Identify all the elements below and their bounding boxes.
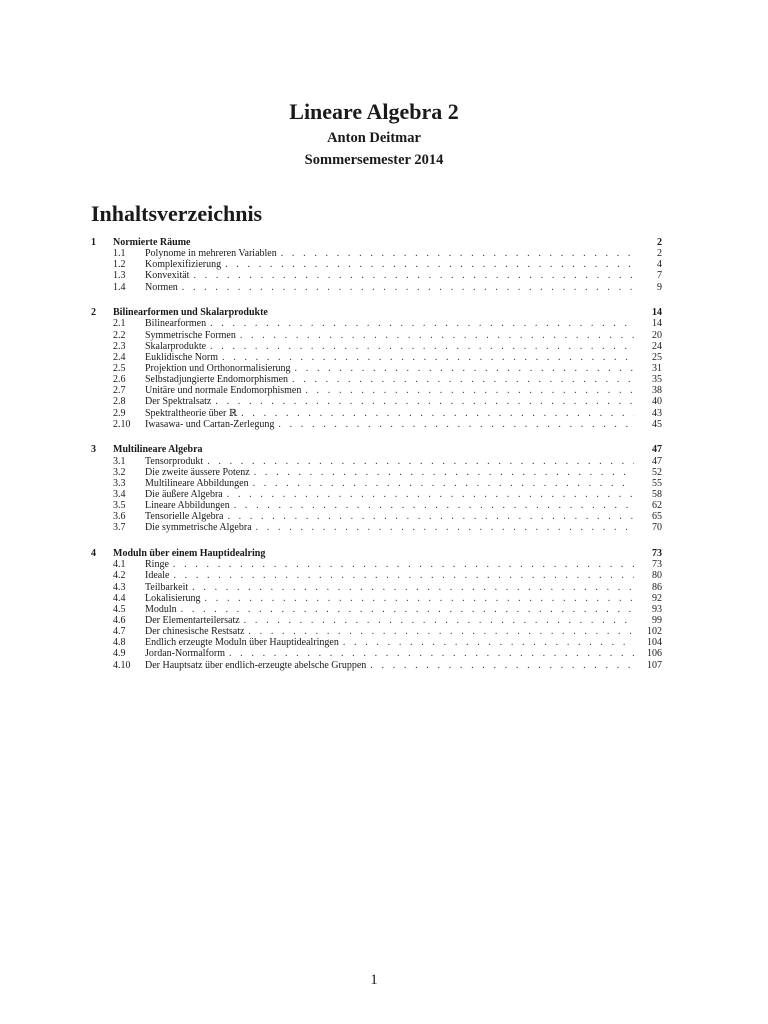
dot-leader <box>295 363 634 374</box>
dot-leader <box>343 637 634 648</box>
section-title: Der chinesische Restsatz <box>145 626 245 638</box>
section-title: Der Hauptsatz über endlich-erzeugte abelsche Gruppen <box>145 659 367 671</box>
dot-leader <box>229 648 634 659</box>
dot-leader <box>181 604 634 615</box>
toc-section-entry[interactable] <box>91 637 662 648</box>
toc-section-entry[interactable] <box>91 604 662 615</box>
dot-leader <box>256 522 634 533</box>
section-page: 73 <box>652 559 662 571</box>
section-number: 3.1 <box>113 455 126 467</box>
section-number: 4.6 <box>113 615 126 626</box>
toc-section-entry[interactable] <box>91 352 662 363</box>
toc-section-entry[interactable] <box>91 500 662 511</box>
section-page: 4 <box>657 259 662 271</box>
toc-chapter-entry[interactable] <box>91 444 662 455</box>
dot-leader <box>227 489 634 500</box>
section-number: 2.3 <box>113 340 126 352</box>
section-number: 3.4 <box>113 489 126 500</box>
section-title: Komplexifizierung <box>145 259 222 271</box>
section-number: 4.8 <box>113 637 126 649</box>
dot-leader <box>215 396 634 407</box>
section-number: 4.7 <box>113 626 126 638</box>
chapter-page: 14 <box>652 307 662 319</box>
section-page: 38 <box>652 385 662 397</box>
section-title: Ideale <box>145 570 170 582</box>
section-title: Symmetrische Formen <box>145 329 236 341</box>
dot-leader <box>222 352 634 363</box>
section-page: 62 <box>652 500 662 512</box>
dot-leader <box>253 478 634 489</box>
toc-section-entry[interactable] <box>91 282 662 293</box>
section-title: Endlich erzeugte Moduln über Hauptidealringen <box>145 637 339 649</box>
section-number: 2.9 <box>113 407 126 419</box>
dot-leader <box>281 248 634 259</box>
section-title: Iwasawa- und Cartan-Zerlegung <box>145 418 275 430</box>
section-page: 70 <box>652 522 662 534</box>
dot-leader <box>210 341 634 352</box>
toc-section-entry[interactable] <box>91 456 662 467</box>
section-number: 3.6 <box>113 511 126 523</box>
toc-chapter-entry[interactable] <box>91 307 662 318</box>
page-number: 1 <box>370 972 378 988</box>
section-page: 104 <box>647 637 662 649</box>
chapter-number: 1 <box>91 237 96 248</box>
chapter-number: 4 <box>91 548 96 560</box>
section-page: 93 <box>652 603 662 615</box>
section-page: 43 <box>652 407 662 419</box>
dot-leader <box>173 559 634 570</box>
dot-leader <box>254 467 634 478</box>
toc-chapter-entry[interactable] <box>91 237 662 248</box>
dot-leader <box>193 270 634 281</box>
section-title: Polynome in mehreren Variablen <box>145 248 277 260</box>
document-title: Lineare Algebra 2 <box>289 99 459 124</box>
chapter-page: 73 <box>652 548 662 560</box>
section-page: 20 <box>652 329 662 341</box>
section-page: 107 <box>647 659 662 671</box>
dot-leader <box>205 593 634 604</box>
section-page: 47 <box>652 455 662 467</box>
section-page: 52 <box>652 466 662 478</box>
dot-leader <box>305 385 634 396</box>
section-title: Moduln <box>145 603 177 615</box>
section-title: Projektion und Orthonormalisierung <box>145 363 291 374</box>
section-number: 3.3 <box>113 477 126 489</box>
section-title: Der Spektralsatz <box>145 396 212 408</box>
section-title: Die äußere Algebra <box>145 489 223 500</box>
section-title: Ringe <box>145 559 169 571</box>
section-number: 4.1 <box>113 559 126 571</box>
toc-section-entry[interactable] <box>91 408 662 419</box>
section-number: 2.6 <box>113 374 126 386</box>
dot-leader <box>278 419 634 430</box>
section-title: Tensorprodukt <box>145 455 204 467</box>
toc-section-entry[interactable] <box>91 385 662 396</box>
section-title: Skalarprodukte <box>145 340 207 352</box>
toc-section-entry[interactable] <box>91 615 662 626</box>
section-number: 4.3 <box>113 581 126 593</box>
dot-leader <box>227 511 634 522</box>
section-number: 1.4 <box>113 281 126 293</box>
section-number: 4.5 <box>113 603 126 615</box>
toc-section-entry[interactable] <box>91 341 662 352</box>
toc-section-entry[interactable] <box>91 511 662 522</box>
section-number: 2.10 <box>113 418 131 430</box>
section-page: 14 <box>652 318 662 330</box>
section-title: Selbstadjungierte Endomorphismen <box>145 374 289 386</box>
dot-leader <box>248 626 634 637</box>
section-page: 40 <box>652 396 662 408</box>
document-semester: Sommersemester 2014 <box>304 152 444 168</box>
section-title: Unitäre und normale Endomorphismen <box>145 385 302 397</box>
section-page: 7 <box>657 270 662 282</box>
table-of-contents <box>91 237 662 685</box>
section-page: 106 <box>647 648 662 660</box>
toc-section-entry[interactable] <box>91 363 662 374</box>
section-number: 4.9 <box>113 648 126 660</box>
dot-leader <box>192 582 634 593</box>
toc-section-entry[interactable] <box>91 318 662 329</box>
section-page: 86 <box>652 581 662 593</box>
section-number: 3.5 <box>113 500 126 512</box>
chapter-number: 3 <box>91 444 96 456</box>
section-number: 2.8 <box>113 396 126 408</box>
toc-section-entry[interactable] <box>91 582 662 593</box>
toc-chapter <box>91 237 662 293</box>
section-page: 31 <box>652 363 662 374</box>
toc-chapter <box>91 548 662 671</box>
section-title: Der Elementarteilersatz <box>145 615 240 626</box>
toc-section-entry[interactable] <box>91 626 662 637</box>
dot-leader <box>370 660 634 671</box>
document-author: Anton Deitmar <box>327 130 421 146</box>
section-number: 4.2 <box>113 570 126 582</box>
toc-section-entry[interactable] <box>91 330 662 341</box>
section-title: Die zweite äussere Potenz <box>145 466 250 478</box>
chapter-page: 2 <box>657 237 662 248</box>
dot-leader <box>207 456 634 467</box>
dot-leader <box>292 374 634 385</box>
toc-section-entry[interactable] <box>91 478 662 489</box>
section-number: 1.2 <box>113 259 126 271</box>
chapter-title: Bilinearformen und Skalarprodukte <box>113 307 268 319</box>
section-title: Bilinearformen <box>145 318 207 330</box>
toc-section-entry[interactable] <box>91 489 662 500</box>
section-title: Jordan-Normalform <box>145 648 225 660</box>
toc-heading: Inhaltsverzeichnis <box>91 201 263 226</box>
dot-leader <box>240 330 634 341</box>
section-page: 102 <box>647 626 662 638</box>
section-page: 58 <box>652 489 662 500</box>
section-title: Normen <box>145 281 178 293</box>
section-page: 35 <box>652 374 662 386</box>
toc-section-entry[interactable] <box>91 660 662 671</box>
section-title: Die symmetrische Algebra <box>145 522 252 534</box>
toc-section-entry[interactable] <box>91 419 662 430</box>
section-page: 2 <box>657 248 662 260</box>
section-title: Lineare Abbildungen <box>145 500 230 512</box>
chapter-title: Multilineare Algebra <box>113 444 203 456</box>
dot-leader <box>182 282 634 293</box>
chapter-title: Normierte Räume <box>113 237 191 248</box>
toc-section-entry[interactable] <box>91 559 662 570</box>
dot-leader <box>241 408 634 419</box>
toc-chapter-entry[interactable] <box>91 548 662 559</box>
section-number: 1.1 <box>113 248 126 260</box>
section-title: Spektraltheorie über ℝ <box>145 407 238 419</box>
toc-section-entry[interactable] <box>91 467 662 478</box>
section-title: Konvexität <box>145 270 190 282</box>
section-page: 45 <box>652 418 662 430</box>
chapter-title: Moduln über einem Hauptidealring <box>113 548 266 560</box>
section-number: 4.10 <box>113 659 131 671</box>
toc-section-entry[interactable] <box>91 570 662 581</box>
dot-leader <box>244 615 634 626</box>
toc-section-entry[interactable] <box>91 396 662 407</box>
section-number: 1.3 <box>113 270 126 282</box>
section-page: 80 <box>652 570 662 582</box>
section-page: 9 <box>657 281 662 293</box>
dot-leader <box>173 570 634 581</box>
dot-leader <box>234 500 634 511</box>
section-page: 55 <box>652 477 662 489</box>
toc-chapter <box>91 444 662 533</box>
toc-section-entry[interactable] <box>91 648 662 659</box>
section-number: 4.4 <box>113 592 126 604</box>
section-number: 3.2 <box>113 466 126 478</box>
section-title: Tensorielle Algebra <box>145 511 224 523</box>
toc-section-entry[interactable] <box>91 248 662 259</box>
toc-section-entry[interactable] <box>91 593 662 604</box>
dot-leader <box>225 259 634 270</box>
section-page: 65 <box>652 511 662 523</box>
toc-section-entry[interactable] <box>91 259 662 270</box>
section-number: 2.4 <box>113 351 126 363</box>
toc-section-entry[interactable] <box>91 522 662 533</box>
section-number: 2.2 <box>113 329 126 341</box>
dot-leader <box>210 318 634 329</box>
section-number: 2.7 <box>113 385 126 397</box>
chapter-page: 47 <box>652 444 662 456</box>
toc-chapter <box>91 307 662 430</box>
section-page: 92 <box>652 592 662 604</box>
section-number: 2.5 <box>113 363 126 374</box>
section-number: 2.1 <box>113 318 126 330</box>
section-number: 3.7 <box>113 522 126 534</box>
section-title: Lokalisierung <box>145 592 201 604</box>
section-page: 24 <box>652 340 662 352</box>
chapter-number: 2 <box>91 307 96 319</box>
section-page: 25 <box>652 351 662 363</box>
section-title: Multilineare Abbildungen <box>145 477 249 489</box>
toc-section-entry[interactable] <box>91 374 662 385</box>
section-page: 99 <box>652 615 662 626</box>
toc-section-entry[interactable] <box>91 270 662 281</box>
section-title: Teilbarkeit <box>145 581 189 593</box>
section-title: Euklidische Norm <box>145 351 219 363</box>
